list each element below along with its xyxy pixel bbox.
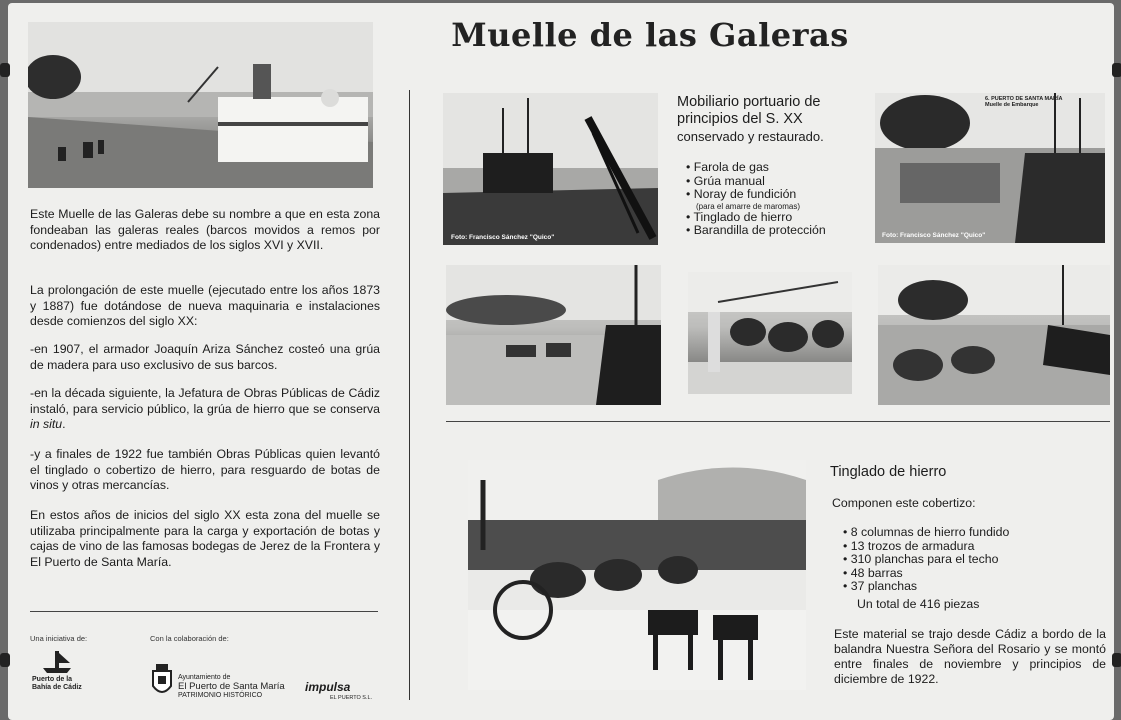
list-item: • 8 columnas de hierro fundido [843,526,1009,540]
photo-quay-barrels [446,265,661,405]
mobiliario-title-line2: principios del S. XX [677,111,803,127]
list-item: • Barandilla de protección [686,224,826,238]
paragraph-1922: -y a finales de 1922 fue también Obras Públicas quien levantó el tinglado o cobertizo de hierro, para resguardo de botas de vinos y otras mercancías. [30,447,380,492]
list-item: • 48 barras [843,567,1009,581]
list-item: • 13 trozos de armadura [843,540,1009,554]
ayuntamiento-shield-icon [152,664,172,698]
rivet-icon [1112,63,1121,77]
list-item-text: Noray de fundición [693,187,797,201]
mobiliario-title-line3: conservado y restaurado. [677,129,824,144]
impulsa-subtext: EL PUERTO S.L. [330,695,373,701]
list-item: • 37 planchas [843,580,1009,594]
mobiliario-title-line1: Mobiliario portuario de [677,94,821,110]
postcard-line1: 6. PUERTO DE SANTA MARÍA [985,96,1063,102]
ayto-line1: Ayuntamiento de [178,674,231,681]
tinglado-title: Tinglado de hierro [830,464,947,480]
postcard-line2: Muelle de Embarque [985,102,1039,108]
period-text: . [62,417,66,431]
puerto-line1: Puerto de la [32,676,73,683]
photo-credit-2: Foto: Francisco Sánchez "Quico" [882,232,986,239]
column-divider [409,90,410,700]
list-item: • Tinglado de hierro [686,211,826,225]
puerto-bahia-logo-icon [40,648,74,674]
mobiliario-list [686,161,826,238]
tinglado-note: Este material se trajo desde Cádiz a bordo de la balandra Nuestra Señora del Rosario y se montó entre finales de noviembre y principios de diciembre de 1922. [834,627,1106,686]
list-item: • Farola de gas [686,161,826,175]
paragraph-prolongacion: La prolongación de este muelle (ejecutado entre los años 1873 y 1887) fue dotándose de nueva maquinaria e instalaciones desde comienzos del siglo XX: [30,283,380,328]
rivet-icon [0,653,10,667]
list-item: • 310 planchas para el techo [843,553,1009,567]
puerto-line2: Bahía de Cádiz [32,684,82,691]
paragraph-1907: -en 1907, el armador Joaquín Ariza Sánchez costeó una grúa de madera para uso exclusivo de sus barcos. [30,342,380,372]
rivet-icon [0,63,10,77]
ayto-line2: El Puerto de Santa María [178,681,285,692]
ayto-line3: PATRIMONIO HISTÓRICO [178,692,263,699]
list-item: • Grúa manual [686,175,826,189]
iniciativa-label: Una iniciativa de: [30,634,88,643]
photo-postcard-dock [875,93,1105,243]
divider [30,611,378,612]
photo-steamship-crane [443,93,658,245]
list-item [686,188,826,211]
paragraph-exportacion: En estos años de inicios del siglo XX esta zona del muelle se utilizaba principalmente para la carga y exportación de botas y cajas de vino de las famosas bodegas de Jerez de la Frontera y El Puerto de Santa María. [30,508,380,569]
in-situ-text: in situ [30,417,63,431]
paragraph-decada-text: -en la década siguiente, la Jefatura de Obras Públicas de Cádiz instaló, para servicio público, la grúa de hierro que se conserva [30,386,380,416]
paragraph-origin: Este Muelle de las Galeras debe su nombre a que en esta zona fondeaban las galeras reales (barcos movidos a remos por condenados) entre mediados de los siglos XVI y XVII. [30,207,380,252]
tinglado-list [843,526,1009,594]
photo-workers-barrels [688,272,852,394]
paragraph-decada [30,386,380,433]
tinglado-intro: Componen este cobertizo: [832,496,976,510]
noray-note: (para el amarre de maromas) [696,201,801,211]
rivet-icon [1112,653,1121,667]
page-title: Muelle de las Galeras [451,16,849,54]
tinglado-total: Un total de 416 piezas [857,597,980,611]
photo-pier-building [28,22,373,188]
postcard-caption [985,96,1063,108]
impulsa-logo: impulsa [305,680,351,694]
photo-barrels-ships [878,265,1110,405]
ayuntamiento-logo-text [178,674,285,700]
colaboracion-label: Con la colaboración de: [150,634,229,643]
photo-tinglado-mules [468,460,806,690]
puerto-bahia-logo-text [32,676,82,692]
section-divider [446,421,1110,422]
photo-credit-1: Foto: Francisco Sánchez "Quico" [451,234,555,241]
mobiliario-title [677,94,824,146]
